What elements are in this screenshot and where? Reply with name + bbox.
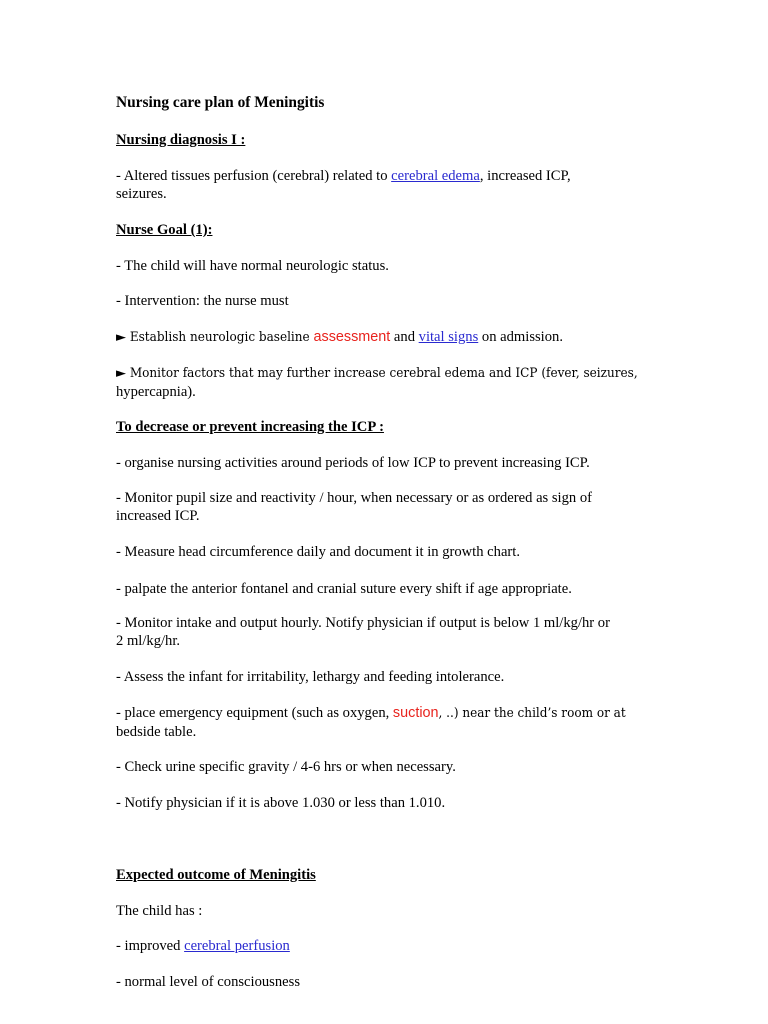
urine-item: - Check urine specific gravity / 4-6 hrs or when necessary.	[116, 759, 456, 775]
arrow-bullet-icon: ►	[116, 366, 126, 381]
assess-item: - Assess the infant for irritability, lethargy and feeding intolerance.	[116, 669, 505, 685]
monitor-factors-text: Monitor factors that may further increase cerebral edema and ICP (fever, seizures,	[126, 366, 638, 381]
vital-signs-link[interactable]: vital signs	[418, 329, 479, 345]
intervention-text: - Intervention: the nurse must	[116, 293, 289, 309]
outcome-intro: The child has :	[116, 903, 203, 919]
goal-heading: Nurse Goal (1):	[116, 222, 213, 238]
outcome-consciousness: - normal level of consciousness	[116, 974, 300, 990]
document-title: Nursing care plan of Meningitis	[116, 94, 325, 111]
suction-word: suction	[392, 705, 439, 721]
head-circumference-item: - Measure head circumference daily and document it in growth chart.	[116, 544, 521, 560]
emergency-line2: bedside table.	[116, 724, 197, 740]
diagnosis-text-line2: seizures.	[116, 186, 167, 202]
diagnosis-text-end: , increased ICP,	[479, 168, 571, 184]
organise-item: - organise nursing activities around periods of low ICP to prevent increasing ICP.	[116, 455, 590, 471]
cerebral-edema-link[interactable]: cerebral edema	[391, 168, 480, 184]
emergency-item	[116, 704, 656, 741]
diagnosis-heading: Nursing diagnosis I :	[116, 132, 246, 148]
pupil-item-line1: - Monitor pupil size and reactivity / hour, when necessary or as ordered as sign of	[116, 490, 593, 506]
outcome-heading: Expected outcome of Meningitis	[116, 867, 316, 883]
establish-text-end: on admission.	[478, 329, 563, 345]
establish-and: and	[390, 329, 419, 345]
assessment-word: assessment	[313, 329, 391, 345]
emergency-text: - place emergency equipment (such as oxygen,	[116, 705, 393, 721]
notify-item: - Notify physician if it is above 1.030 or less than 1.010.	[116, 795, 446, 811]
monitor-factors-paragraph	[116, 364, 656, 401]
establish-text: Establish neurologic baseline	[126, 330, 314, 345]
outcome-perfusion	[116, 937, 656, 955]
cerebral-perfusion-link[interactable]: cerebral perfusion	[184, 938, 290, 954]
diagnosis-paragraph	[116, 167, 656, 203]
outcome-perfusion-text: - improved	[116, 938, 185, 954]
pupil-item	[116, 489, 656, 525]
monitor-factors-line2: hypercapnia).	[116, 384, 196, 400]
palpate-item: - palpate the anterior fontanel and cranial suture every shift if age appropriate.	[116, 581, 572, 597]
intake-output-item	[116, 614, 656, 650]
pupil-item-line2: increased ICP.	[116, 508, 200, 524]
goal-text: - The child will have normal neurologic status.	[116, 258, 389, 274]
intake-item-line1: - Monitor intake and output hourly. Notify physician if output is below 1 ml/kg/hr or	[116, 615, 610, 631]
intake-item-line2: 2 ml/kg/hr.	[116, 633, 181, 649]
establish-paragraph	[116, 328, 656, 347]
diagnosis-text: - Altered tissues perfusion (cerebral) related to	[116, 168, 392, 184]
icp-heading: To decrease or prevent increasing the ICP :	[116, 419, 384, 435]
emergency-text-end: , ..) near the child’s room or at	[438, 706, 626, 721]
arrow-bullet-icon: ►	[116, 330, 126, 345]
